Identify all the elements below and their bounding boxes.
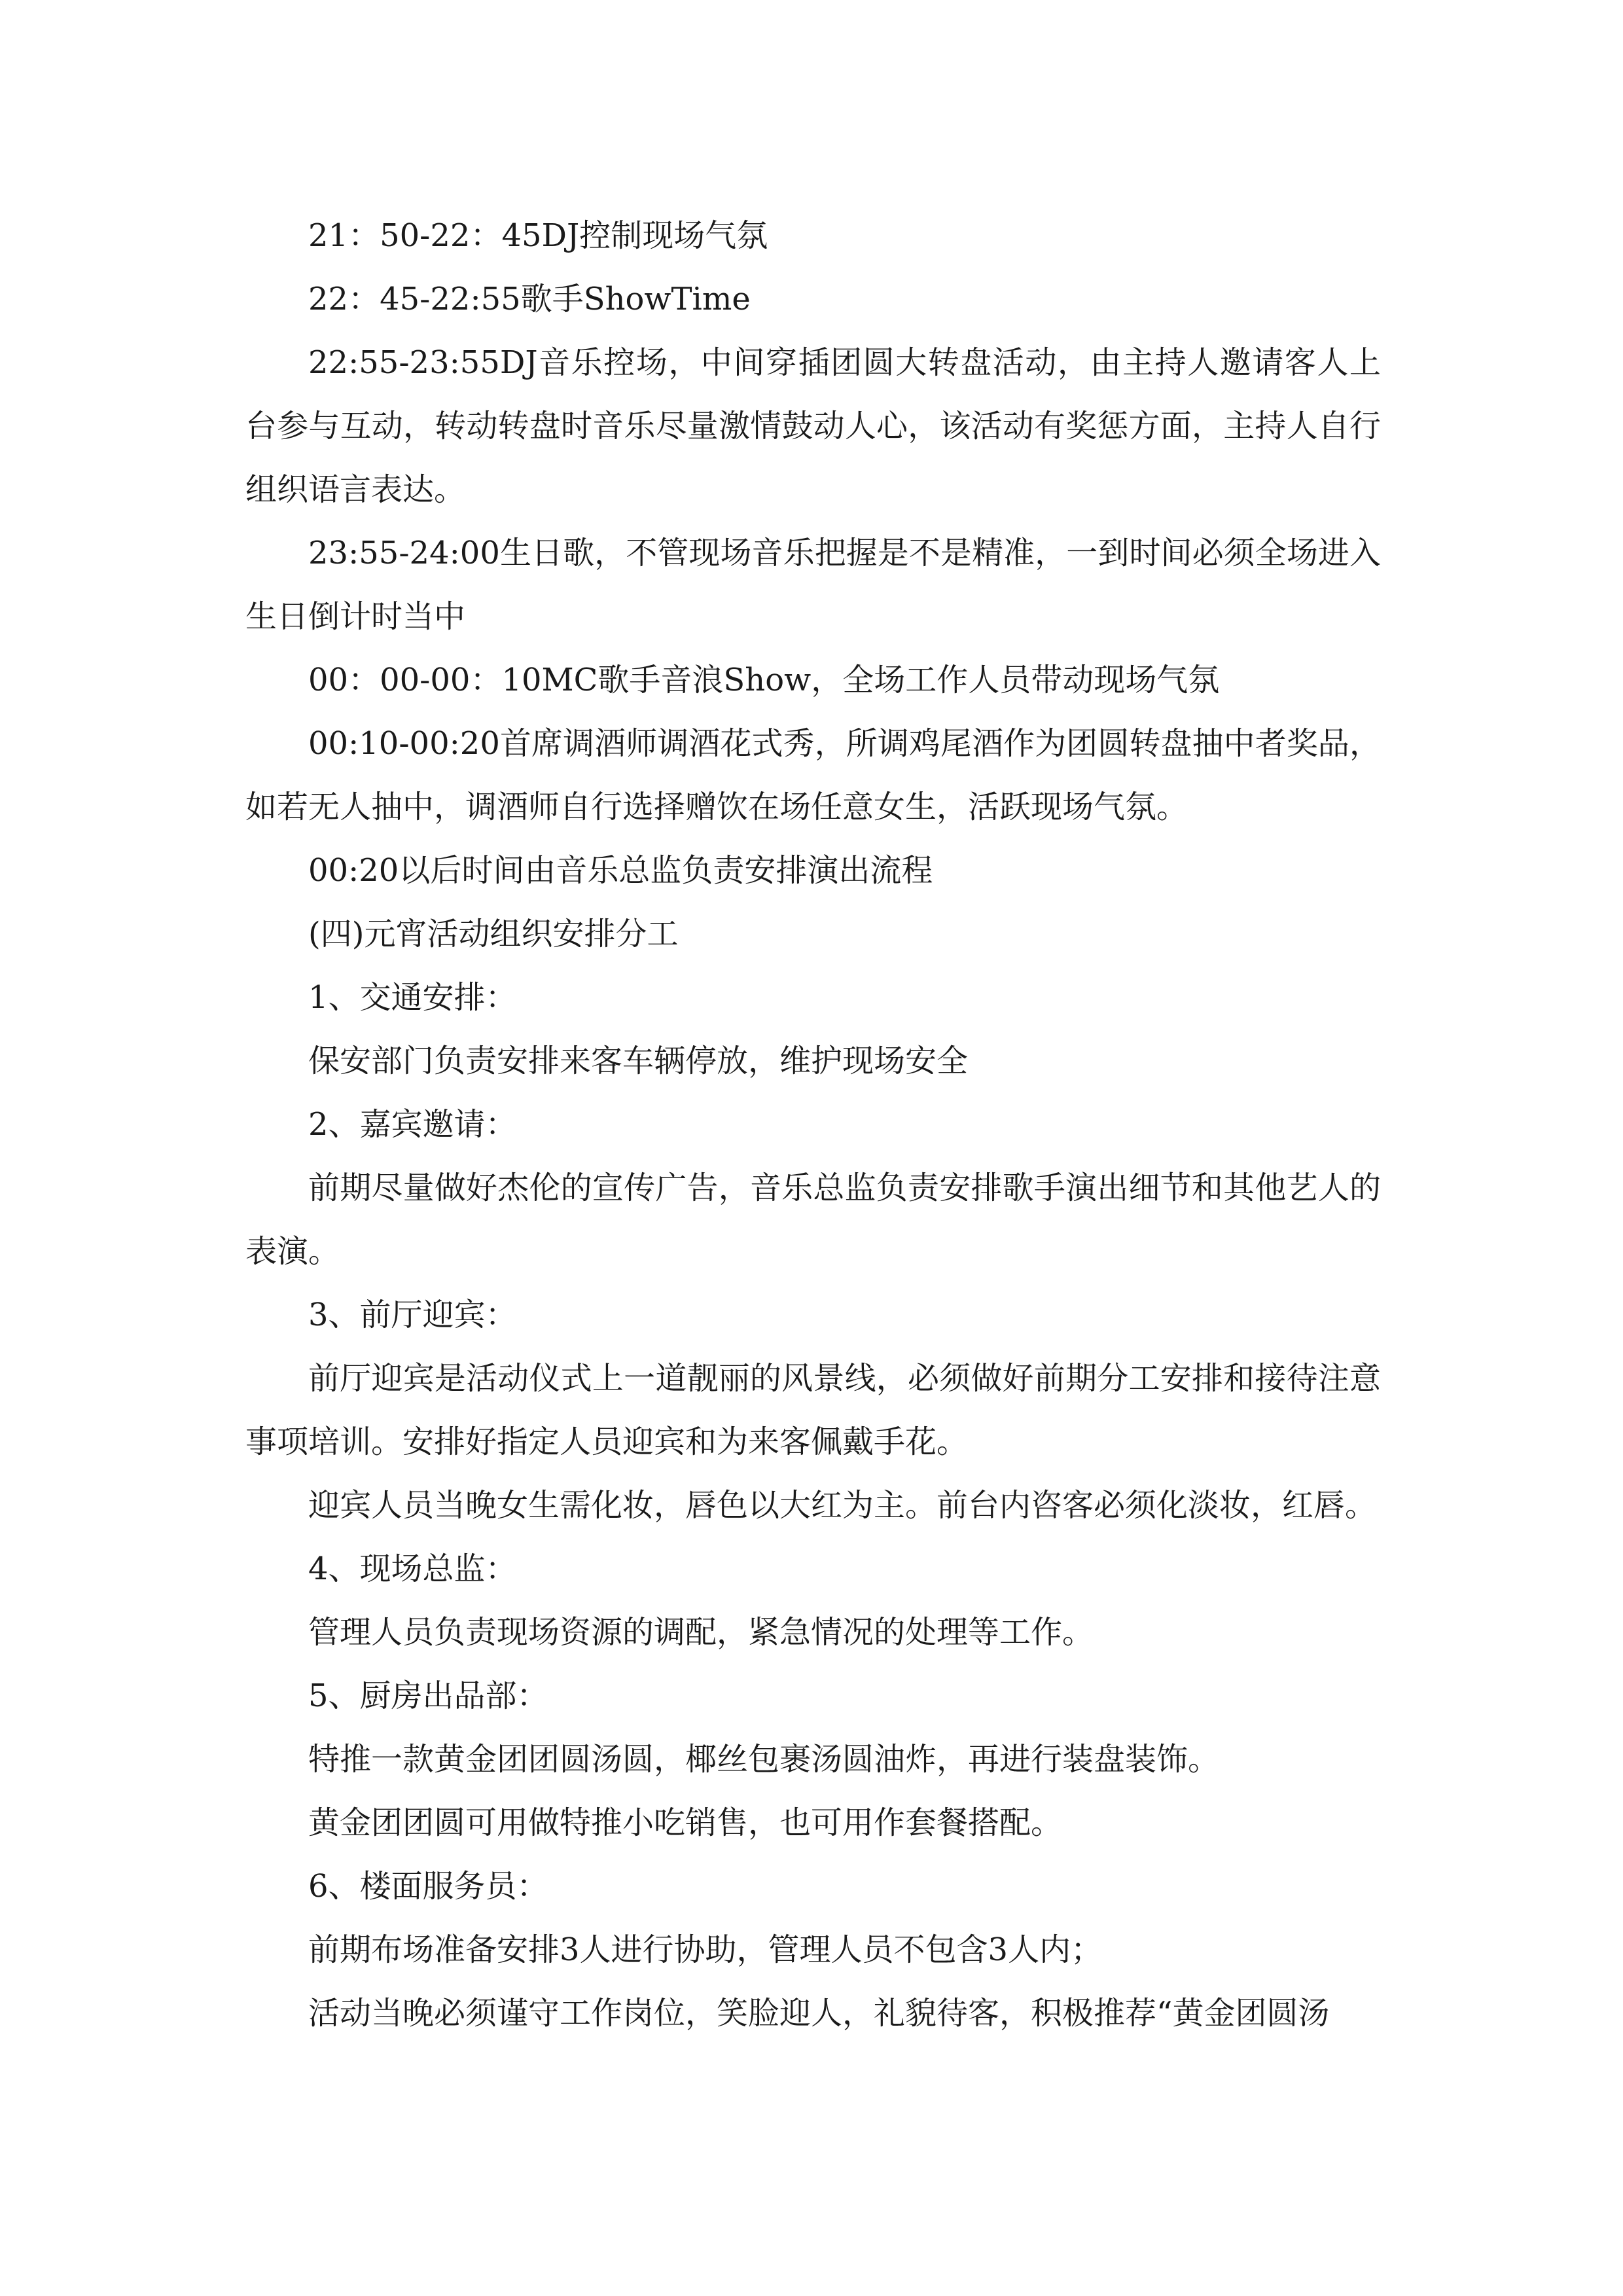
item-heading-floor-staff: 6、楼面服务员： xyxy=(308,1868,548,1905)
paragraph-kitchen-sales: 黄金团团圆可用做特推小吃销售，也可用作套餐搭配。 xyxy=(308,1804,1063,1841)
paragraph-guests: 前期尽量做好杰伦的宣传广告，音乐总监负责安排歌手演出细节和其他艺人的表演。 xyxy=(245,1170,1381,1270)
document-body xyxy=(245,204,1381,2045)
paragraph-schedule-dj-wheel: 22:55-23:55DJ音乐控场，中间穿插团圆大转盘活动，由主持人邀请客人上台参与互动，转动转盘时音乐尽量激情鼓动人心，该活动有奖惩方面，主持人自行组织语言表达。 xyxy=(245,344,1381,508)
paragraph-traffic: 保安部门负责安排来客车辆停放，维护现场安全 xyxy=(308,1043,969,1079)
section-heading-organization: (四)元宵活动组织安排分工 xyxy=(308,916,679,952)
item-heading-kitchen: 5、厨房出品部： xyxy=(308,1677,548,1714)
item-heading-reception: 3、前厅迎宾： xyxy=(308,1297,517,1333)
paragraph-site-director: 管理人员负责现场资源的调配，紧急情况的处理等工作。 xyxy=(308,1614,1094,1651)
paragraph-schedule-singer-showtime: 22：45-22:55歌手ShowTime xyxy=(308,281,751,317)
paragraph-schedule-mc-show: 00：00-00：10MC歌手音浪Show，全场工作人员带动现场气氛 xyxy=(308,662,1220,698)
item-heading-site-director: 4、现场总监： xyxy=(308,1551,517,1587)
paragraph-schedule-dj-control: 21：50-22：45DJ控制现场气氛 xyxy=(308,217,768,254)
paragraph-schedule-birthday-song: 23:55-24:00生日歌，不管现场音乐把握是不是精准，一到时间必须全场进入生日倒计时当中 xyxy=(245,535,1381,635)
paragraph-floor-staff-prep: 前期布场准备安排3人进行协助，管理人员不包含3人内； xyxy=(308,1931,1103,1968)
paragraph-floor-staff-duty: 活动当晚必须谨守工作岗位，笑脸迎人，礼貌待客，积极推荐“黄金团圆汤 xyxy=(308,1995,1330,2032)
paragraph-schedule-after-0020: 00:20以后时间由音乐总监负责安排演出流程 xyxy=(308,852,933,889)
paragraph-schedule-bartender-show: 00:10-00:20首席调酒师调酒花式秀，所调鸡尾酒作为团圆转盘抽中者奖品，如若无人抽中，调酒师自行选择赠饮在场任意女生，活跃现场气氛。 xyxy=(245,725,1381,825)
item-heading-guests: 2、嘉宾邀请： xyxy=(308,1106,517,1143)
paragraph-kitchen-special: 特推一款黄金团团圆汤圆，椰丝包裹汤圆油炸，再进行装盘装饰。 xyxy=(308,1741,1220,1778)
item-heading-traffic: 1、交通安排： xyxy=(308,979,517,1016)
paragraph-reception: 前厅迎宾是活动仪式上一道靓丽的风景线，必须做好前期分工安排和接待注意事项培训。安排好指定人员迎宾和为来客佩戴手花。 xyxy=(245,1360,1381,1460)
paragraph-reception-makeup: 迎宾人员当晚女生需化妆，唇色以大红为主。前台内咨客必须化淡妆，红唇。 xyxy=(308,1487,1377,1524)
